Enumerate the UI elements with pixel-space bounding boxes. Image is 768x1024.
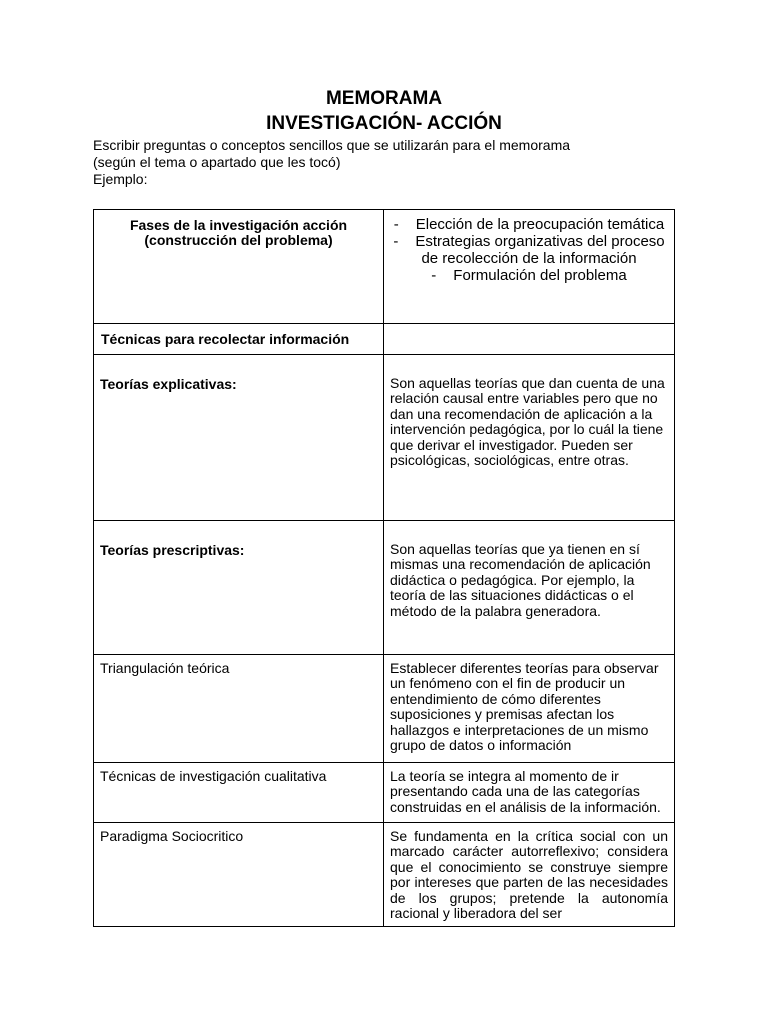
table-row [94, 521, 675, 655]
table-header-row [94, 210, 675, 324]
definition-cell: Establecer diferentes teorías para observar un fenómeno con el fin de producir un entendimiento de cómo diferentes suposiciones y premisas afectan los hallazgos e interpretaciones de un mismo grupo de datos o información [384, 655, 675, 763]
document-title: MEMORAMA [325, 88, 443, 109]
techniques-row [94, 324, 675, 355]
term-cell: Teorías explicativas: [94, 355, 384, 521]
table-row [94, 655, 675, 763]
definition-cell: Son aquellas teorías que dan cuenta de una relación causal entre variables pero que no dan una recomendación de aplicación a la intervención pedagógica, por lo cuál la tiene que derivar el investigador. Pueden ser psicológicas, sociológicas, entre otras. [384, 355, 675, 521]
table-row [94, 355, 675, 521]
term-cell: Paradigma Sociocritico [94, 823, 384, 927]
instructions-line-1: Escribir preguntas o conceptos sencillos que se utilizarán para el memorama [93, 137, 571, 153]
definition-cell: Son aquellas teorías que ya tienen en sí mismas una recomendación de aplicación didáctica o pedagógica. Por ejemplo, la teoría de las situaciones didácticas o el método de la palabra generadora. [384, 521, 675, 655]
instructions [93, 137, 570, 188]
definition-cell: La teoría se integra al momento de ir presentando cada una de las categorías construidas en el análisis de la información. [384, 763, 675, 823]
table-row [94, 763, 675, 823]
instructions-line-3: Ejemplo: [93, 171, 148, 187]
document-subtitle: INVESTIGACIÓN- ACCIÓN [266, 113, 502, 134]
term-cell: Triangulación teórica [94, 655, 384, 763]
bullet-dash: - [393, 216, 399, 233]
phase-item-label: Formulación del problema [453, 267, 627, 284]
definition-cell: Se fundamenta en la crítica social con un marcado carácter autorreflexivo; considera que el conocimiento se construye siempre por intereses que parten de las necesidades de los grupos; pretende la autonomía racional y liberadora del ser [384, 823, 675, 927]
techniques-heading: Técnicas para recolectar información [94, 324, 384, 355]
instructions-line-2: (según el tema o apartado que les tocó) [93, 154, 341, 170]
table-row [94, 823, 675, 927]
phase-item-label: Elección de la preocupación temática [415, 216, 665, 233]
techniques-empty-cell [384, 324, 675, 355]
phase-item [392, 216, 666, 233]
phases-heading: Fases de la investigación acción (construcción del problema) [94, 210, 384, 324]
bullet-dash: - [431, 267, 437, 284]
phases-list-cell [384, 210, 675, 324]
phase-item [392, 267, 666, 284]
term-cell: Técnicas de investigación cualitativa [94, 763, 384, 823]
phases-list [384, 210, 674, 284]
term-cell: Teorías prescriptivas: [94, 521, 384, 655]
phase-item-label: Estrategias organizativas del proceso de recolección de la información [415, 233, 665, 267]
bullet-dash: - [393, 233, 399, 250]
phase-item [392, 233, 666, 267]
memorama-table [93, 209, 675, 927]
